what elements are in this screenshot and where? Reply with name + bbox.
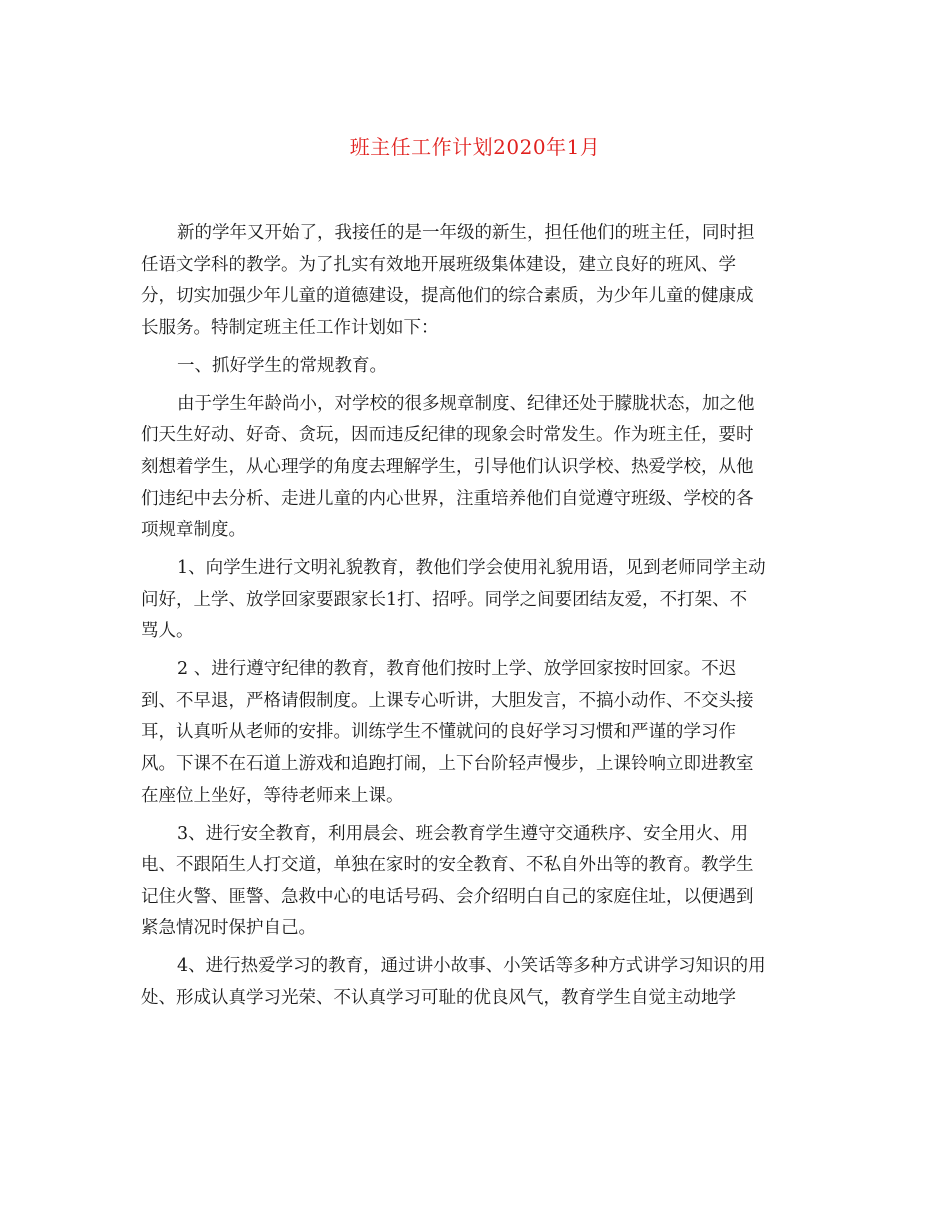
paragraph-discipline bbox=[141, 389, 813, 547]
text-line: 骂人。 bbox=[141, 621, 194, 642]
text-line: 新的学年又开始了，我接任的是一年级的新生，担任他们的班主任，同时担 bbox=[177, 223, 755, 243]
text-line: 1、向学生进行文明礼貌教育，教他们学会使用礼貌用语，见到老师同学主动 bbox=[177, 558, 766, 579]
paragraph-item-4 bbox=[141, 951, 813, 1014]
text-line: 电、不跟陌生人打交道，单独在家时的安全教育、不私自外出等的教育。教学生 bbox=[141, 855, 754, 876]
text-line: 一、抓好学生的常规教育。 bbox=[177, 355, 387, 376]
section-heading bbox=[141, 351, 813, 383]
text-line: 记住火警、匪警、急救中心的电话号码、会介绍明白自己的家庭住址，以便遇到 bbox=[141, 886, 754, 907]
paragraph-intro bbox=[141, 218, 813, 344]
text-line: 2 、进行遵守纪律的教育，教育他们按时上学、放学回家按时回家。不迟 bbox=[177, 659, 737, 680]
text-line: 分，切实加强少年儿童的道德建设，提高他们的综合素质，为少年儿童的健康成 bbox=[141, 286, 754, 307]
text-line: 到、不早退，严格请假制度。上课专心听讲，大胆发言，不搞小动作、不交头接 bbox=[141, 690, 754, 711]
text-line: 在座位上坐好，等待老师来上课。 bbox=[141, 785, 404, 806]
document-title: 班主任工作计划2020年1月 bbox=[349, 135, 601, 159]
text-line: 问好，上学、放学回家要跟家长1打、招呼。同学之间要团结友爱，不打架、不 bbox=[141, 589, 748, 610]
text-line: 处、形成认真学习光荣、不认真学习可耻的优良风气，教育学生自觉主动地学 bbox=[141, 988, 736, 1008]
text-line: 任语文学科的教学。为了扎实有效地开展班级集体建设，建立良好的班风、学 bbox=[141, 254, 736, 275]
text-line: 4、进行热爱学习的教育，通过讲小故事、小笑话等多种方式讲学习知识的用 bbox=[177, 956, 766, 977]
paragraph-item-1 bbox=[141, 553, 813, 648]
text-line: 耳，认真听从老师的安排。训练学生不懂就问的良好学习习惯和严谨的学习作 bbox=[141, 722, 736, 743]
text-line: 项规章制度。 bbox=[141, 520, 246, 541]
text-line: 由于学生年龄尚小，对学校的很多规章制度、纪律还处于朦胧状态，加之他 bbox=[177, 393, 755, 414]
text-line: 们违纪中去分析、走进儿童的内心世界，注重培养他们自觉遵守班级、学校的各 bbox=[141, 488, 754, 509]
text-line: 3、进行安全教育，利用晨会、班会教育学生遵守交通秩序、安全用火、用 bbox=[177, 823, 749, 844]
document-body bbox=[141, 218, 813, 1021]
text-line: 们天生好动、好奇、贪玩，因而违反纪律的现象会时常发生。作为班主任，要时 bbox=[141, 425, 754, 446]
text-line: 紧急情况时保护自己。 bbox=[141, 918, 316, 939]
paragraph-item-3 bbox=[141, 819, 813, 945]
text-line: 风。下课不在石道上游戏和追跑打闹，上下台阶轻声慢步，上课铃响立即进教室 bbox=[141, 754, 754, 775]
paragraph-item-2 bbox=[141, 654, 813, 812]
text-line: 长服务。特制定班主任工作计划如下： bbox=[141, 317, 439, 338]
text-line: 刻想着学生，从心理学的角度去理解学生，引导他们认识学校、热爱学校，从他 bbox=[141, 456, 754, 477]
